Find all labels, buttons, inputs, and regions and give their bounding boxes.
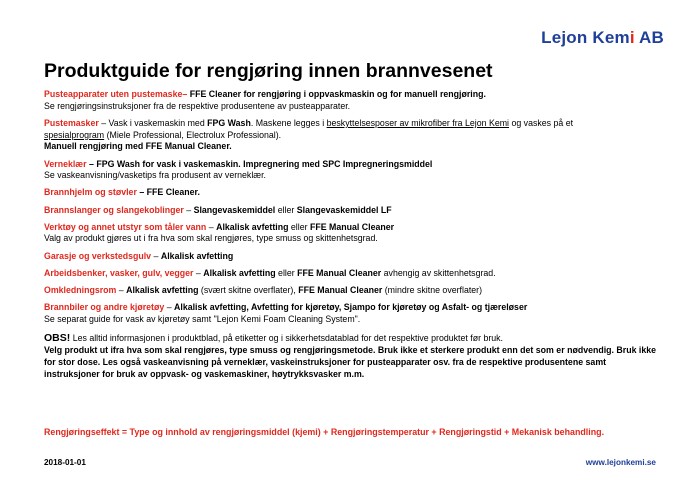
item-text: – bbox=[116, 284, 127, 295]
item-heading: Arbeidsbenker, vasker, gulv, vegger bbox=[44, 267, 194, 278]
item-text: – bbox=[183, 204, 194, 215]
obs-guidance: Velg produkt ut ifra hva som skal rengjøres, type smuss og rengjøringsmetode. Bruk ikke et sterkere produkt enn det som er nødvendig. Bruk ikke for stor dose. Les også vaskeanvisning på verneklær, vaskeinstruksjoner for pusteapparater osv. fra de respektive produsentene samt instruksjoner for bruk av oppvask- og vaskemaskiner, høytrykksvasker m.m. bbox=[44, 345, 657, 379]
item-text: (Miele Professional, Electrolux Professional). bbox=[104, 129, 282, 140]
item-product: FFE Cleaner for rengjøring i oppvaskmaskin og for manuell rengjøring. bbox=[189, 89, 486, 99]
item-note: Valg av produkt gjøres ut i fra hva som skal rengjøres, type smuss og skittenhetsgrad. bbox=[44, 233, 378, 244]
obs-text: Les alltid informasjonen i produktblad, på etiketter og i sikkerhetsdatablad for det respektive produktet før bruk. bbox=[70, 333, 503, 344]
item-heading: Omkledningsrom bbox=[44, 284, 117, 295]
item-text: (svært skitne overflater), bbox=[198, 284, 299, 295]
item-text: – bbox=[206, 221, 217, 232]
item-note: Se separat guide for vask av kjøretøy samt "Lejon Kemi Foam Cleaning System". bbox=[44, 313, 361, 324]
item-heading: Brannhjelm og støvler bbox=[44, 187, 137, 198]
item-text: – bbox=[164, 301, 175, 312]
logo-accent-letter: i bbox=[629, 28, 635, 47]
item-product: Alkalisk avfetting, Avfetting for kjøretøy, Sjampo for kjøretøy og Asfalt- og tjæreløser bbox=[174, 301, 528, 312]
item-product: Alkalisk avfetting bbox=[203, 267, 276, 278]
item-separator: – bbox=[182, 89, 190, 99]
guide-item-tools bbox=[44, 222, 664, 246]
item-heading: Pustemasker bbox=[44, 117, 99, 128]
item-heading: Verktøy og annet utstyr som tåler vann bbox=[44, 221, 207, 232]
guide-item-masks bbox=[44, 118, 664, 153]
item-heading: Garasje og verkstedsgulv bbox=[44, 250, 152, 261]
guide-item-breathing-apparatus bbox=[44, 89, 664, 113]
item-text: eller bbox=[275, 267, 298, 278]
obs-notice bbox=[44, 333, 664, 380]
item-product: FFE Manual Cleaner bbox=[298, 284, 383, 295]
logo-suffix: AB bbox=[634, 28, 664, 47]
item-note: Se rengjøringsinstruksjoner fra de respektive produsentene av pusteapparater. bbox=[44, 100, 351, 111]
item-text: (mindre skitne overflater) bbox=[382, 284, 483, 295]
website-link[interactable]: www.lejonkemi.se bbox=[585, 458, 656, 467]
product-guide-list bbox=[44, 89, 664, 386]
guide-item-vehicles bbox=[44, 302, 664, 326]
microfiber-bags-link[interactable]: beskyttelsesposer av mikrofiber fra Lejon Kemi bbox=[326, 117, 509, 128]
item-product: FFE Manual Cleaner bbox=[309, 221, 395, 232]
page-title: Produktguide for rengjøring innen brannvesenet bbox=[44, 60, 493, 82]
item-heading: Brannbiler og andre kjøretøy bbox=[44, 301, 165, 312]
item-text: avhengig av skittenhetsgrad. bbox=[381, 267, 496, 278]
guide-item-garage-floors bbox=[44, 251, 664, 263]
document-date: 2018-01-01 bbox=[44, 458, 86, 467]
special-program-link[interactable]: spesialprogram bbox=[44, 129, 105, 140]
item-text: eller bbox=[275, 204, 297, 215]
item-text: eller bbox=[288, 221, 310, 232]
item-note: Se vaskeanvisning/vasketips fra produsent av verneklær. bbox=[44, 170, 266, 181]
item-heading: Pusteapparater uten pustemaske bbox=[44, 89, 183, 99]
guide-item-protective-clothing bbox=[44, 159, 664, 183]
logo-text: Lejon Kem bbox=[541, 28, 630, 47]
obs-label: OBS! bbox=[44, 332, 71, 345]
item-product: – FFE Cleaner. bbox=[136, 187, 200, 198]
item-product: Alkalisk avfetting bbox=[126, 284, 199, 295]
item-text: – Vask i vaskemaskin med bbox=[98, 117, 208, 128]
item-text: – bbox=[151, 250, 161, 261]
item-product: Alkalisk avfetting bbox=[216, 221, 289, 232]
item-product: – FPG Wash for vask i vaskemaskin. Impregnering med SPC Impregneringsmiddel bbox=[86, 158, 433, 169]
guide-item-workbenches bbox=[44, 268, 664, 280]
item-heading: Verneklær bbox=[44, 158, 87, 169]
item-product: Alkalisk avfetting bbox=[160, 250, 234, 261]
item-product: Manuell rengjøring med FFE Manual Cleaner. bbox=[44, 141, 232, 152]
item-product: Slangevaskemiddel bbox=[193, 204, 276, 215]
item-text: . Maskene legges i bbox=[250, 117, 327, 128]
cleaning-effect-formula: Rengjøringseffekt = Type og innhold av rengjøringsmiddel (kjemi) + Rengjøringstemperatur + Rengjøringstid + Mekanisk behandling. bbox=[44, 427, 605, 437]
guide-item-helmet-boots bbox=[44, 187, 664, 199]
item-text: – bbox=[193, 267, 204, 278]
guide-item-changing-rooms bbox=[44, 285, 664, 297]
item-text: og vaskes på et bbox=[509, 117, 574, 128]
guide-item-hoses bbox=[44, 205, 664, 217]
company-logo bbox=[541, 28, 664, 48]
item-heading: Brannslanger og slangekoblinger bbox=[44, 204, 184, 215]
item-product: FPG Wash bbox=[207, 117, 251, 128]
item-product: FFE Manual Cleaner bbox=[297, 267, 382, 278]
item-product: Slangevaskemiddel LF bbox=[296, 204, 392, 215]
